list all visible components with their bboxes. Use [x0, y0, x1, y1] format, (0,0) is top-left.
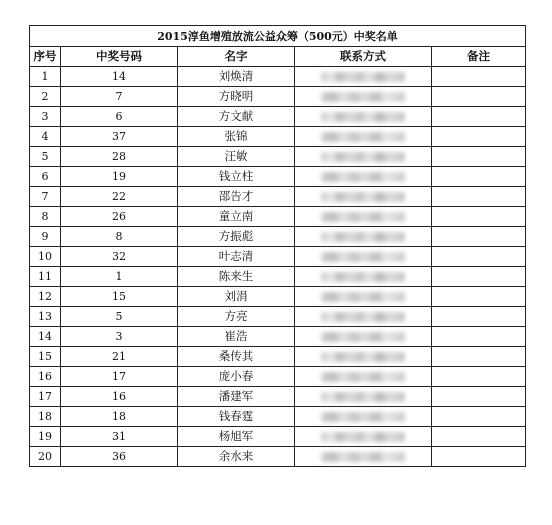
table-row [30, 207, 526, 227]
cell-note [432, 87, 526, 107]
cell-number: 6 [61, 107, 178, 127]
cell-seq: 15 [30, 347, 61, 367]
redacted-contact [321, 292, 405, 302]
cell-contact [295, 447, 432, 467]
redacted-contact [321, 332, 405, 342]
redacted-contact [321, 352, 405, 362]
cell-seq: 18 [30, 407, 61, 427]
cell-number: 37 [61, 127, 178, 147]
cell-seq: 9 [30, 227, 61, 247]
cell-contact [295, 387, 432, 407]
table-row [30, 227, 526, 247]
cell-note [432, 427, 526, 447]
cell-seq: 7 [30, 187, 61, 207]
redacted-contact [321, 452, 405, 462]
cell-note [432, 387, 526, 407]
table-row [30, 187, 526, 207]
cell-note [432, 107, 526, 127]
cell-number: 18 [61, 407, 178, 427]
cell-note [432, 287, 526, 307]
cell-note [432, 207, 526, 227]
table-row [30, 67, 526, 87]
table-row [30, 327, 526, 347]
cell-number: 17 [61, 367, 178, 387]
table-title: 2015淳鱼增殖放流公益众筹（500元）中奖名单 [30, 26, 526, 47]
redacted-contact [321, 232, 405, 242]
cell-name: 潘建军 [178, 387, 295, 407]
cell-number: 14 [61, 67, 178, 87]
header-note: 备注 [432, 47, 526, 67]
table-row [30, 107, 526, 127]
cell-number: 7 [61, 87, 178, 107]
cell-contact [295, 367, 432, 387]
cell-number: 3 [61, 327, 178, 347]
table-row [30, 267, 526, 287]
cell-note [432, 447, 526, 467]
cell-name: 方振彪 [178, 227, 295, 247]
cell-name: 邵告才 [178, 187, 295, 207]
cell-contact [295, 107, 432, 127]
cell-name: 刘涓 [178, 287, 295, 307]
cell-contact [295, 127, 432, 147]
table-row [30, 247, 526, 267]
table-row [30, 87, 526, 107]
redacted-contact [321, 152, 405, 162]
cell-contact [295, 207, 432, 227]
cell-contact [295, 307, 432, 327]
redacted-contact [321, 72, 405, 82]
cell-contact [295, 287, 432, 307]
cell-seq: 10 [30, 247, 61, 267]
cell-note [432, 347, 526, 367]
redacted-contact [321, 112, 405, 122]
table-row [30, 287, 526, 307]
redacted-contact [321, 392, 405, 402]
cell-number: 36 [61, 447, 178, 467]
cell-number: 26 [61, 207, 178, 227]
cell-seq: 5 [30, 147, 61, 167]
cell-seq: 4 [30, 127, 61, 147]
cell-name: 崔浩 [178, 327, 295, 347]
cell-name: 方亮 [178, 307, 295, 327]
cell-note [432, 67, 526, 87]
redacted-contact [321, 412, 405, 422]
cell-number: 16 [61, 387, 178, 407]
cell-contact [295, 327, 432, 347]
table-row [30, 167, 526, 187]
cell-contact [295, 247, 432, 267]
table-row [30, 447, 526, 467]
cell-name: 桑传其 [178, 347, 295, 367]
cell-number: 22 [61, 187, 178, 207]
redacted-contact [321, 432, 405, 442]
cell-note [432, 407, 526, 427]
cell-seq: 12 [30, 287, 61, 307]
redacted-contact [321, 132, 405, 142]
cell-note [432, 167, 526, 187]
cell-seq: 8 [30, 207, 61, 227]
cell-seq: 11 [30, 267, 61, 287]
cell-name: 杨旭军 [178, 427, 295, 447]
cell-seq: 20 [30, 447, 61, 467]
table-row [30, 147, 526, 167]
cell-seq: 13 [30, 307, 61, 327]
table-row [30, 387, 526, 407]
cell-note [432, 327, 526, 347]
cell-note [432, 187, 526, 207]
header-seq: 序号 [30, 47, 61, 67]
cell-name: 庞小春 [178, 367, 295, 387]
cell-contact [295, 347, 432, 367]
cell-name: 方文献 [178, 107, 295, 127]
cell-contact [295, 187, 432, 207]
cell-contact [295, 407, 432, 427]
cell-name: 余水来 [178, 447, 295, 467]
cell-seq: 17 [30, 387, 61, 407]
table-header-row [30, 47, 526, 67]
cell-number: 19 [61, 167, 178, 187]
redacted-contact [321, 212, 405, 222]
header-name: 名字 [178, 47, 295, 67]
cell-seq: 19 [30, 427, 61, 447]
header-contact: 联系方式 [295, 47, 432, 67]
cell-seq: 14 [30, 327, 61, 347]
table-row [30, 367, 526, 387]
cell-contact [295, 227, 432, 247]
cell-contact [295, 147, 432, 167]
cell-name: 汪敏 [178, 147, 295, 167]
cell-name: 刘焕清 [178, 67, 295, 87]
cell-seq: 1 [30, 67, 61, 87]
cell-note [432, 367, 526, 387]
cell-contact [295, 87, 432, 107]
cell-name: 方晓明 [178, 87, 295, 107]
cell-seq: 2 [30, 87, 61, 107]
cell-name: 童立南 [178, 207, 295, 227]
table-row [30, 407, 526, 427]
redacted-contact [321, 252, 405, 262]
table-row [30, 427, 526, 447]
cell-contact [295, 427, 432, 447]
redacted-contact [321, 172, 405, 182]
cell-name: 钱春霆 [178, 407, 295, 427]
redacted-contact [321, 372, 405, 382]
cell-contact [295, 167, 432, 187]
cell-name: 陈来生 [178, 267, 295, 287]
table-title-row [30, 26, 526, 47]
redacted-contact [321, 312, 405, 322]
cell-seq: 16 [30, 367, 61, 387]
cell-number: 5 [61, 307, 178, 327]
table-body [30, 67, 526, 467]
cell-note [432, 127, 526, 147]
table-row [30, 347, 526, 367]
cell-name: 钱立柱 [178, 167, 295, 187]
cell-number: 31 [61, 427, 178, 447]
cell-note [432, 147, 526, 167]
redacted-contact [321, 192, 405, 202]
cell-number: 8 [61, 227, 178, 247]
cell-name: 张锦 [178, 127, 295, 147]
cell-number: 1 [61, 267, 178, 287]
cell-note [432, 267, 526, 287]
table-row [30, 307, 526, 327]
cell-number: 28 [61, 147, 178, 167]
cell-note [432, 307, 526, 327]
cell-note [432, 227, 526, 247]
cell-seq: 6 [30, 167, 61, 187]
table-row [30, 127, 526, 147]
cell-contact [295, 267, 432, 287]
header-number: 中奖号码 [61, 47, 178, 67]
cell-name: 叶志清 [178, 247, 295, 267]
cell-note [432, 247, 526, 267]
redacted-contact [321, 272, 405, 282]
cell-number: 15 [61, 287, 178, 307]
winners-table [29, 25, 526, 467]
winners-sheet [29, 25, 525, 467]
cell-number: 32 [61, 247, 178, 267]
redacted-contact [321, 92, 405, 102]
cell-number: 21 [61, 347, 178, 367]
cell-contact [295, 67, 432, 87]
cell-seq: 3 [30, 107, 61, 127]
